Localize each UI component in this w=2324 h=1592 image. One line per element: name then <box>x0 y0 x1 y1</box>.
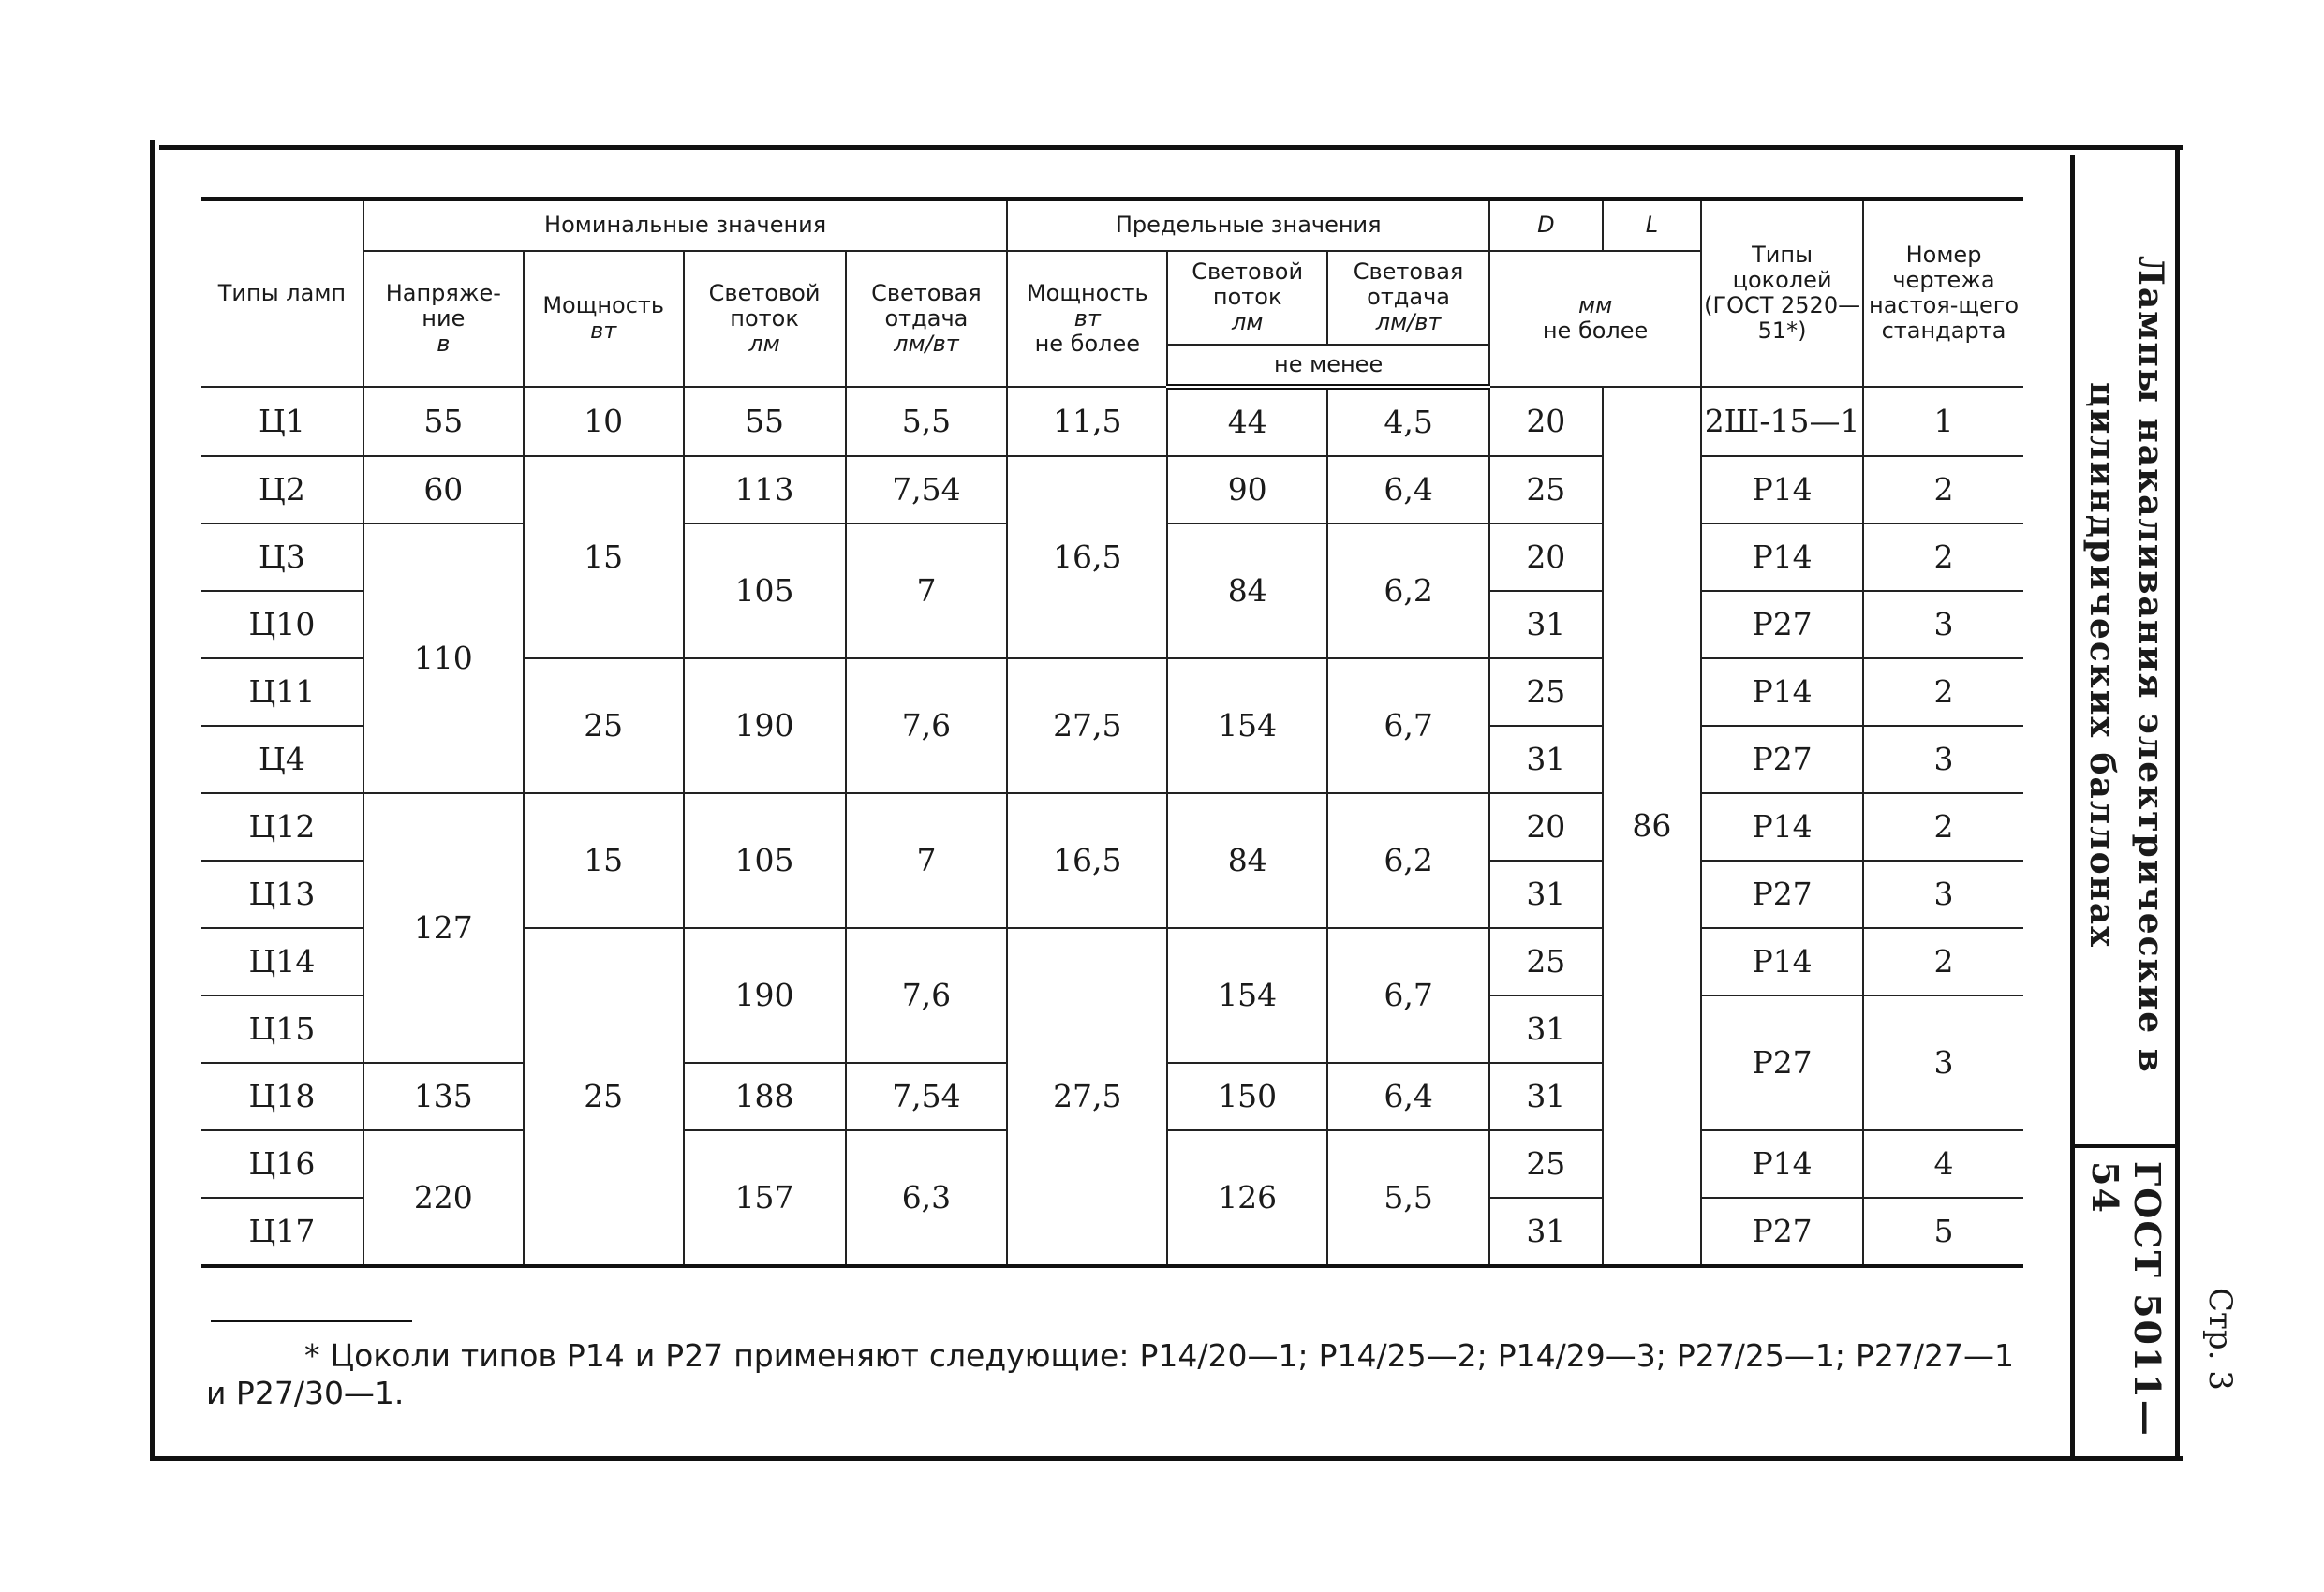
cell-efficacy: 7,54 <box>846 456 1008 523</box>
side-title-box <box>2075 197 2178 1133</box>
cell-power: 25 <box>524 658 684 793</box>
cell-efficacy: 7,54 <box>846 1063 1008 1130</box>
frame-top-rule <box>159 145 2183 150</box>
footnote-rule <box>211 1320 412 1322</box>
cell-flux: 188 <box>684 1063 846 1130</box>
cell-d: 31 <box>1489 726 1603 793</box>
cell-type: Ц10 <box>201 591 363 658</box>
cell-flux: 105 <box>684 523 846 658</box>
page-number: Стр. 3 <box>2201 1288 2239 1391</box>
cell-d: 31 <box>1489 1198 1603 1266</box>
cell-type: Ц4 <box>201 726 363 793</box>
cell-d: 31 <box>1489 995 1603 1063</box>
cell-voltage: 127 <box>363 793 524 1063</box>
cell-efficacy: 7,6 <box>846 928 1008 1063</box>
frame-left-rule <box>150 140 155 1461</box>
cell-flux: 113 <box>684 456 846 523</box>
cell-base: Р14 <box>1701 523 1863 591</box>
cell-flux-min: 84 <box>1167 523 1327 658</box>
cell-power-max: 27,5 <box>1007 658 1167 793</box>
header-voltage: Напряже-ние в <box>363 251 524 387</box>
cell-d: 25 <box>1489 456 1603 523</box>
header-nominal: Номинальные значения <box>363 199 1008 251</box>
cell-efficacy-min: 6,4 <box>1327 456 1489 523</box>
cell-base: Р27 <box>1701 591 1863 658</box>
cell-type: Ц2 <box>201 456 363 523</box>
cell-flux-min: 126 <box>1167 1130 1327 1266</box>
cell-efficacy: 6,3 <box>846 1130 1008 1266</box>
cell-d: 20 <box>1489 793 1603 861</box>
cell-type: Ц11 <box>201 658 363 726</box>
cell-type: Ц13 <box>201 861 363 928</box>
header-flux-min: Световой поток лм <box>1167 251 1327 345</box>
cell-power: 25 <box>524 928 684 1266</box>
cell-efficacy-min: 6,7 <box>1327 928 1489 1063</box>
cell-base: Р14 <box>1701 793 1863 861</box>
cell-efficacy: 7 <box>846 523 1008 658</box>
header-lamp-types: Типы ламп <box>201 199 363 387</box>
cell-d: 20 <box>1489 523 1603 591</box>
cell-base: Р14 <box>1701 456 1863 523</box>
lamp-spec-table <box>201 197 2023 1268</box>
cell-d: 25 <box>1489 928 1603 995</box>
header-d: D <box>1489 199 1603 251</box>
cell-flux-min: 90 <box>1167 456 1327 523</box>
cell-flux-min: 150 <box>1167 1063 1327 1130</box>
header-efficacy: Световая отдача лм/вт <box>846 251 1008 387</box>
cell-voltage: 55 <box>363 387 524 456</box>
cell-voltage: 135 <box>363 1063 524 1130</box>
cell-base: Р14 <box>1701 1130 1863 1198</box>
cell-type: Ц15 <box>201 995 363 1063</box>
cell-base: Р27 <box>1701 1198 1863 1266</box>
cell-type: Ц12 <box>201 793 363 861</box>
cell-drawing: 3 <box>1863 726 2023 793</box>
cell-d: 25 <box>1489 658 1603 726</box>
cell-efficacy-min: 4,5 <box>1327 387 1489 456</box>
cell-d: 31 <box>1489 861 1603 928</box>
cell-drawing: 3 <box>1863 591 2023 658</box>
header-l: L <box>1603 199 1702 251</box>
cell-flux: 55 <box>684 387 846 456</box>
cell-flux-min: 154 <box>1167 928 1327 1063</box>
cell-efficacy-min: 6,7 <box>1327 658 1489 793</box>
cell-drawing: 5 <box>1863 1198 2023 1266</box>
cell-flux: 190 <box>684 658 846 793</box>
document-title: Лампы накаливания электрические в цилиндрических баллонах <box>2082 256 2170 1074</box>
header-dimensions: мм не более <box>1489 251 1701 387</box>
cell-drawing: 1 <box>1863 387 2023 456</box>
cell-type: Ц14 <box>201 928 363 995</box>
cell-d: 31 <box>1489 1063 1603 1130</box>
header-flux: Световой поток лм <box>684 251 846 387</box>
cell-drawing: 4 <box>1863 1130 2023 1198</box>
cell-drawing: 3 <box>1863 861 2023 928</box>
cell-efficacy-min: 6,2 <box>1327 523 1489 658</box>
cell-base: 2Ш-15—1 <box>1701 387 1863 456</box>
cell-voltage: 110 <box>363 523 524 793</box>
cell-base: Р14 <box>1701 658 1863 726</box>
cell-type: Ц16 <box>201 1130 363 1198</box>
cell-power: 15 <box>524 456 684 658</box>
cell-drawing: 2 <box>1863 658 2023 726</box>
cell-base: Р14 <box>1701 928 1863 995</box>
cell-base: Р27 <box>1701 726 1863 793</box>
cell-drawing: 3 <box>1863 995 2023 1130</box>
cell-flux-min: 154 <box>1167 658 1327 793</box>
cell-d: 31 <box>1489 591 1603 658</box>
cell-efficacy: 7 <box>846 793 1008 928</box>
cell-efficacy-min: 6,2 <box>1327 793 1489 928</box>
cell-flux: 157 <box>684 1130 846 1266</box>
cell-power: 10 <box>524 387 684 456</box>
frame-side-split <box>2075 1144 2178 1148</box>
cell-efficacy: 5,5 <box>846 387 1008 456</box>
cell-type: Ц17 <box>201 1198 363 1266</box>
cell-efficacy-min: 6,4 <box>1327 1063 1489 1130</box>
cell-power-max: 16,5 <box>1007 793 1167 928</box>
cell-type: Ц1 <box>201 387 363 456</box>
cell-flux: 190 <box>684 928 846 1063</box>
cell-drawing: 2 <box>1863 456 2023 523</box>
header-drawing-no: Номер чертежа настоя-щего стандарта <box>1863 199 2023 387</box>
frame-bottom-rule <box>150 1456 2183 1461</box>
header-efficacy-min: Световая отдача лм/вт <box>1327 251 1489 345</box>
footnote: * Цоколи типов Р14 и Р27 применяют следующие: Р14/20—1; Р14/25—2; Р14/29—3; Р27/25—1; Р27/27—1 и Р27/30—1. <box>206 1337 2014 1411</box>
cell-drawing: 2 <box>1863 793 2023 861</box>
cell-base: Р27 <box>1701 861 1863 928</box>
cell-power-max: 16,5 <box>1007 456 1167 658</box>
cell-base: Р27 <box>1701 995 1863 1130</box>
cell-type: Ц3 <box>201 523 363 591</box>
header-not-less: не менее <box>1167 345 1489 387</box>
header-power: Мощность вт <box>524 251 684 387</box>
cell-drawing: 2 <box>1863 928 2023 995</box>
cell-flux-min: 44 <box>1167 387 1327 456</box>
cell-d: 25 <box>1489 1130 1603 1198</box>
gost-number: ГОСТ 5011—54 <box>2084 1161 2169 1437</box>
cell-power: 15 <box>524 793 684 928</box>
cell-power-max: 27,5 <box>1007 928 1167 1266</box>
cell-d: 20 <box>1489 387 1603 456</box>
cell-voltage: 220 <box>363 1130 524 1266</box>
cell-l: 86 <box>1603 387 1702 1266</box>
cell-power-max: 11,5 <box>1007 387 1167 456</box>
cell-flux-min: 84 <box>1167 793 1327 928</box>
header-limit: Предельные значения <box>1007 199 1489 251</box>
cell-efficacy: 7,6 <box>846 658 1008 793</box>
header-base-types: Типы цоколей (ГОСТ 2520—51*) <box>1701 199 1863 387</box>
cell-type: Ц18 <box>201 1063 363 1130</box>
cell-flux: 105 <box>684 793 846 928</box>
cell-drawing: 2 <box>1863 523 2023 591</box>
cell-efficacy-min: 5,5 <box>1327 1130 1489 1266</box>
side-gost-box <box>2075 1161 2178 1442</box>
header-power-max: Мощность вт не более <box>1007 251 1167 387</box>
cell-voltage: 60 <box>363 456 524 523</box>
page-number-box <box>2187 1246 2253 1433</box>
